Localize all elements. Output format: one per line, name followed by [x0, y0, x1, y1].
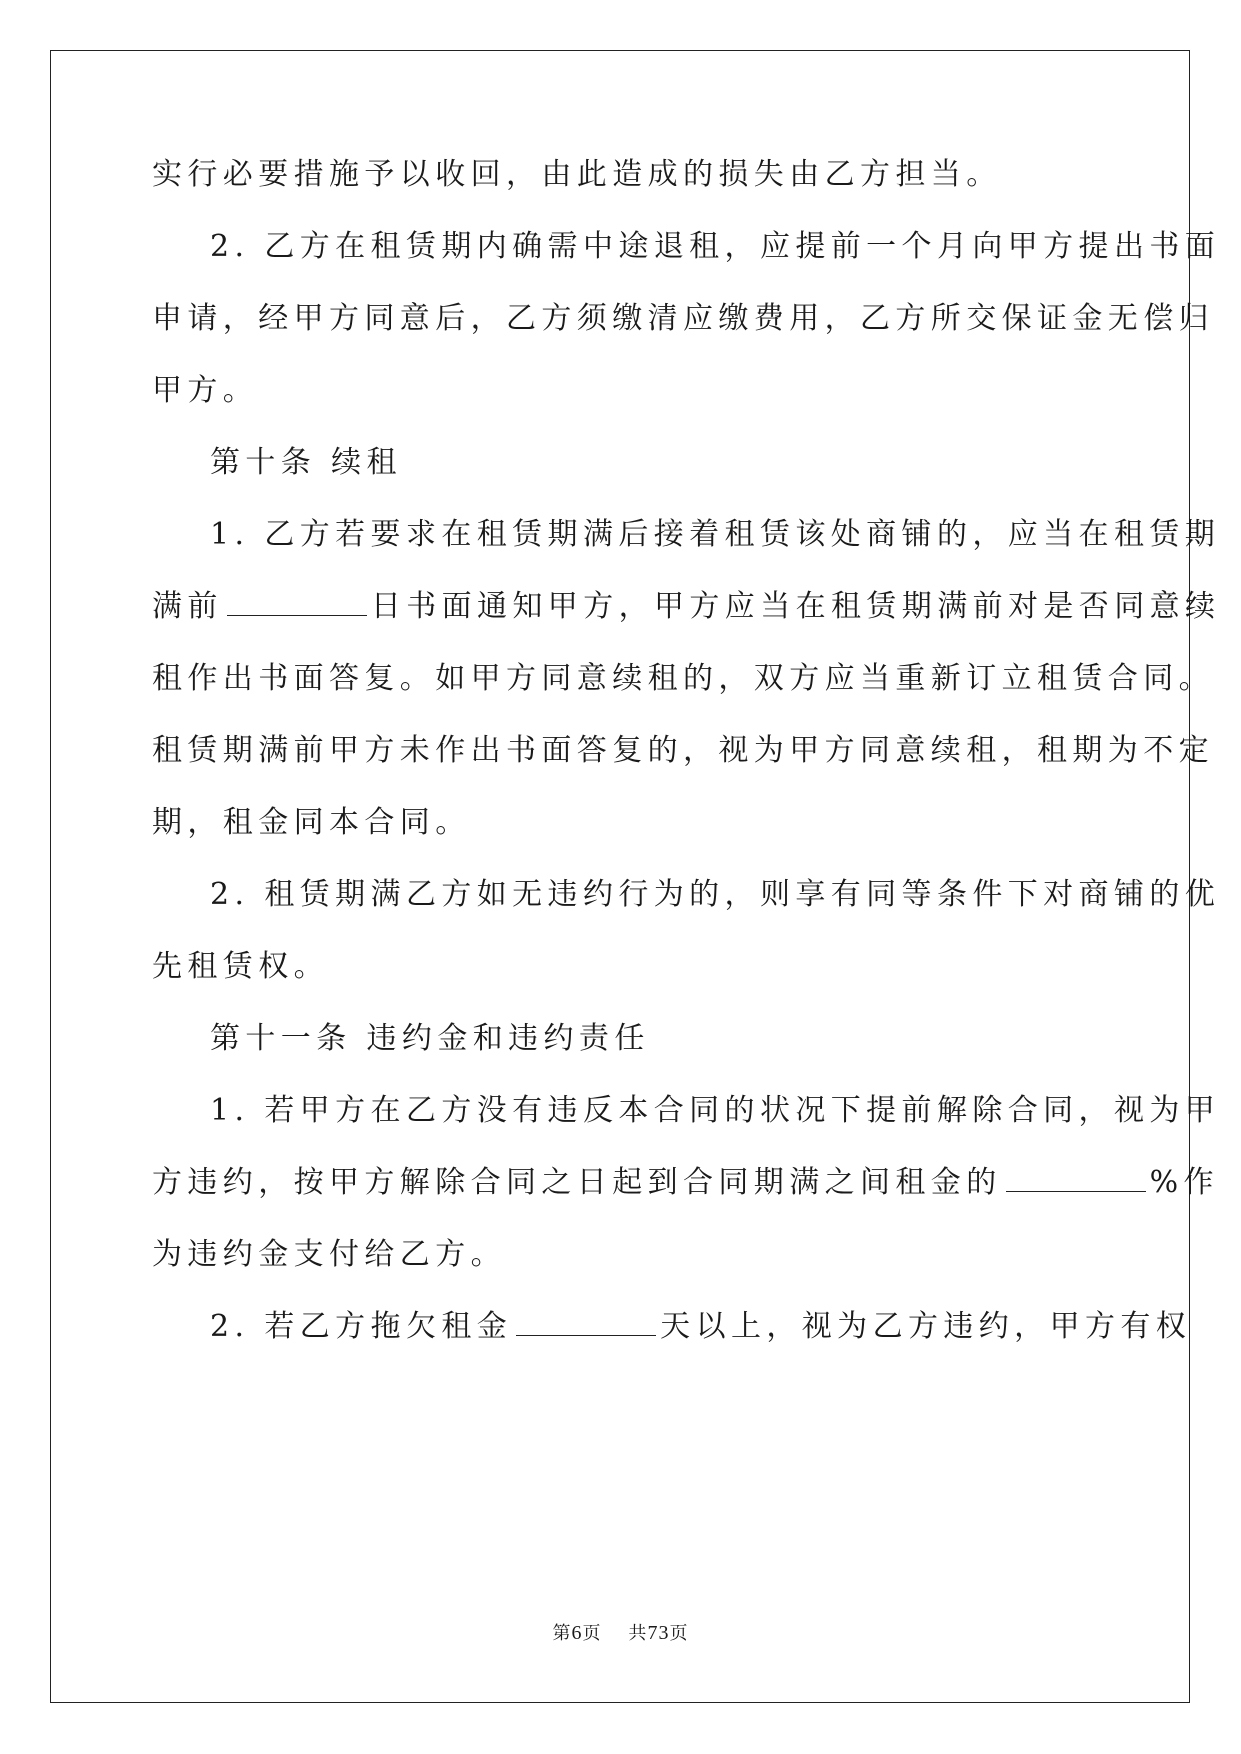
text-line: 甲方。 — [152, 373, 259, 408]
page-footer — [0, 1621, 1241, 1646]
text-fragment: %作 — [1149, 1165, 1219, 1200]
total-page-count: 73 — [647, 1622, 670, 1644]
current-page-number: 6 — [571, 1622, 583, 1644]
text-fragment: 满前 — [152, 589, 223, 624]
text-line: 期，租金同本合同。 — [152, 805, 471, 840]
text-line: 2. 租赁期满乙方如无违约行为的，则享有同等条件下对商铺的优 — [210, 877, 1221, 912]
text-line — [152, 587, 1220, 627]
text-fragment: 日书面通知甲方，甲方应当在租赁期满前对是否同意续 — [370, 589, 1221, 624]
fill-in-blank — [516, 1307, 656, 1336]
text-line: 先租赁权。 — [152, 949, 329, 984]
text-line: 1. 若甲方在乙方没有违反本合同的状况下提前解除合同，视为甲 — [210, 1093, 1221, 1128]
text-line: 为违约金支付给乙方。 — [152, 1237, 506, 1272]
fill-in-blank — [227, 587, 367, 616]
text-fragment: 2. 若乙方拖欠租金 — [210, 1309, 513, 1344]
text-line — [152, 1163, 1219, 1203]
footer-prefix: 第 — [552, 1623, 572, 1644]
text-line: 实行必要措施予以收回，由此造成的损失由乙方担当。 — [152, 157, 1002, 192]
footer-mid: 页 共 — [582, 1623, 648, 1644]
section-heading: 第十一条 违约金和违约责任 — [210, 1021, 650, 1056]
fill-in-blank — [1006, 1163, 1146, 1192]
text-fragment: 天以上，视为乙方违约，甲方有权 — [660, 1309, 1192, 1344]
text-line — [210, 1307, 1191, 1347]
section-heading: 第十条 续租 — [210, 445, 402, 480]
text-fragment: 方违约，按甲方解除合同之日起到合同期满之间租金的 — [152, 1165, 1002, 1200]
text-line: 2. 乙方在租赁期内确需中途退租，应提前一个月向甲方提出书面 — [210, 229, 1221, 264]
text-line: 租赁期满前甲方未作出书面答复的，视为甲方同意续租，租期为不定 — [152, 733, 1214, 768]
text-line: 租作出书面答复。如甲方同意续租的，双方应当重新订立租赁合同。 — [152, 661, 1214, 696]
text-line: 1. 乙方若要求在租赁期满后接着租赁该处商铺的，应当在租赁期 — [210, 517, 1221, 552]
footer-suffix: 页 — [669, 1623, 689, 1644]
text-line: 申请，经甲方同意后，乙方须缴清应缴费用，乙方所交保证金无偿归 — [152, 301, 1214, 336]
